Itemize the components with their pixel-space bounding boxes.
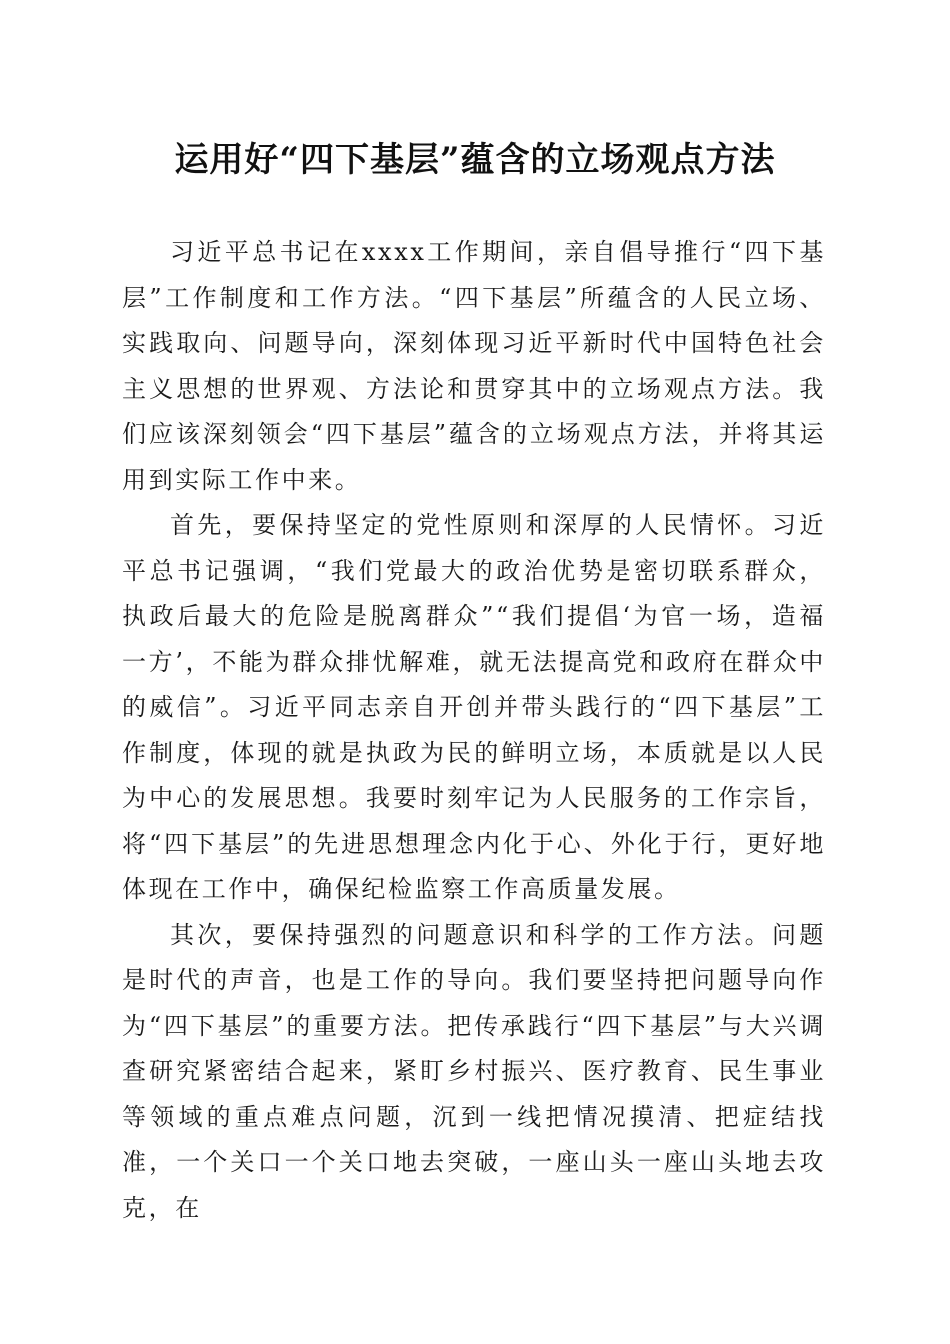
paragraph-first-point: 首先，要保持坚定的党性原则和深厚的人民情怀。习近平总书记强调，“我们党最大的政治优势是密切联系群众，执政后最大的危险是脱离群众”“我们提倡‘为官一场，造福一方’，不能为群众排忧解难，就无法提高党和政府在群众中的威信”。习近平同志亲自开创并带头践行的“四下基层”工作制度，体现的就是执政为民的鲜明立场，本质就是以人民为中心的发展思想。我要时刻牢记为人民服务的工作宗旨，将“四下基层”的先进思想理念内化于心、外化于行，更好地体现在工作中，确保纪检监察工作高质量发展。 (122, 511, 826, 903)
paragraph-second-point: 其次，要保持强烈的问题意识和科学的工作方法。问题是时代的声音，也是工作的导向。我们要坚持把问题导向作为“四下基层”的重要方法。把传承践行“四下基层”与大兴调查研究紧密结合起来，紧盯乡村振兴、医疗教育、民生事业等领域的重点难点问题，沉到一线把情况摸清、把症结找准，一个关口一个关口地去突破，一座山头一座山头地去攻克，在 (122, 920, 826, 1222)
document-title: 运用好“四下基层”蕴含的立场观点方法 (174, 140, 776, 180)
document-body (122, 230, 826, 1231)
paragraph-intro: 习近平总书记在xxxx工作期间，亲自倡导推行“四下基层”工作制度和工作方法。“四下基层”所蕴含的人民立场、实践取向、问题导向，深刻体现习近平新时代中国特色社会主义思想的世界观、方法论和贯穿其中的立场观点方法。我们应该深刻领会“四下基层”蕴含的立场观点方法，并将其运用到实际工作中来。 (122, 238, 826, 494)
